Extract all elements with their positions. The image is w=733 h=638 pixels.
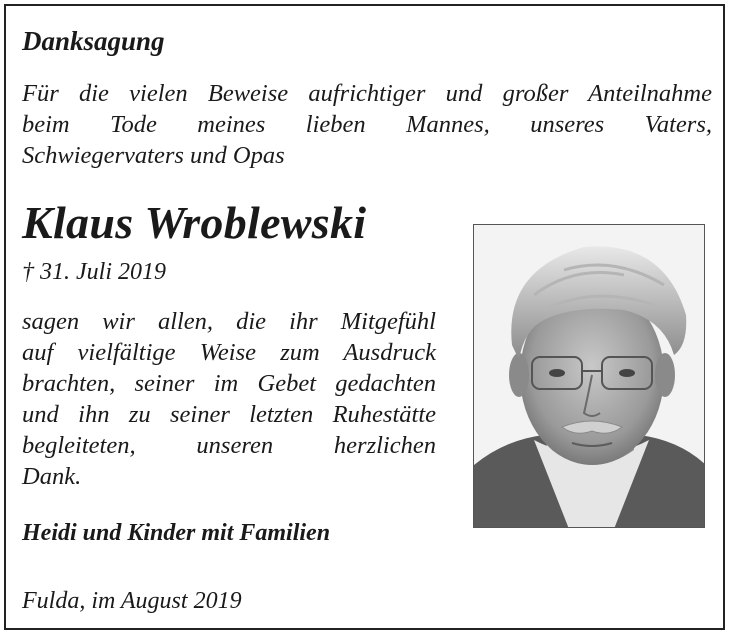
thanks-line: auf vielfältige Weise zum Ausdruck [22,339,436,366]
portrait-icon [474,225,705,528]
deceased-name: Klaus Wroblewski [22,197,367,248]
place-and-date: Fulda, im August 2019 [22,588,242,614]
thanks-text [22,306,436,492]
thanks-line: und ihn zu seiner letzten Ruhestätte [22,401,436,428]
thanks-line: begleiteten, unseren herzlichen [22,432,436,459]
obituary-notice [4,4,725,630]
intro-line: beim Tode meines lieben Mannes, unseres Vaters, [22,111,712,138]
portrait-photo [473,224,705,528]
signature: Heidi und Kinder mit Familien [22,520,331,546]
thanks-line: brachten, seiner im Gebet gedachten [22,370,436,397]
thanks-line: Dank. [22,463,82,490]
heading: Danksagung [22,26,165,56]
intro-line: Schwiegervaters und Opas [22,142,285,169]
intro-line: Für die vielen Beweise aufrichtiger und großer Anteilnahme [22,80,712,107]
death-date: † 31. Juli 2019 [22,259,166,285]
intro-text [22,78,712,171]
thanks-line: sagen wir allen, die ihr Mitgefühl [22,308,436,335]
